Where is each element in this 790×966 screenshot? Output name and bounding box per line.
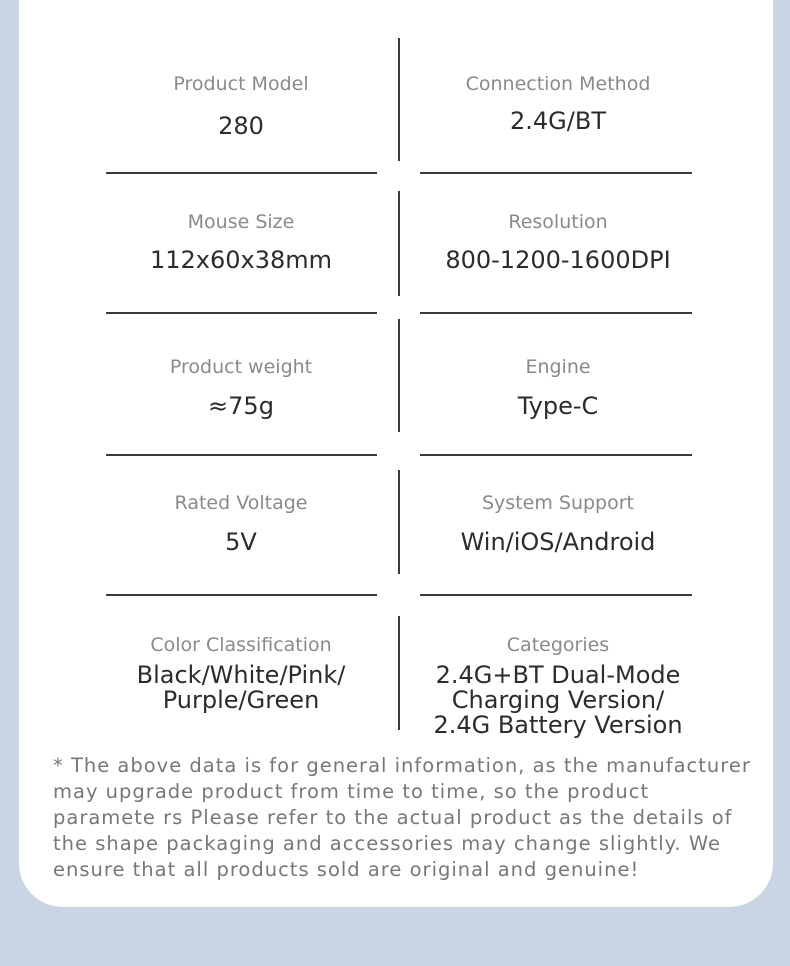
spec-label: Color Classification xyxy=(150,634,332,656)
spec-label: Categories xyxy=(506,634,610,656)
spec-card xyxy=(19,0,773,907)
spec-resolution xyxy=(422,210,694,273)
spec-engine xyxy=(422,355,694,419)
spec-label: Rated Voltage xyxy=(174,492,308,514)
row-divider xyxy=(420,454,692,456)
spec-value: 112x60x38mm xyxy=(149,246,333,274)
spec-value: 5V xyxy=(225,528,257,556)
spec-connection-method xyxy=(422,72,694,134)
column-divider xyxy=(398,616,400,730)
spec-value: 2.4G+BT Dual-Mode Charging Version/ 2.4G Battery Version xyxy=(433,661,683,739)
spec-value: Win/iOS/Android xyxy=(460,528,656,556)
column-divider xyxy=(398,191,400,296)
spec-label: Resolution xyxy=(508,211,608,233)
spec-label: System Support xyxy=(482,492,634,514)
spec-label: Product weight xyxy=(169,356,313,378)
spec-label: Product Model xyxy=(173,73,309,95)
column-divider xyxy=(398,319,400,432)
row-divider xyxy=(106,312,377,314)
spec-value: Black/White/Pink/ Purple/Green xyxy=(136,661,346,714)
row-divider xyxy=(420,312,692,314)
column-divider xyxy=(398,470,400,574)
column-divider xyxy=(398,38,400,161)
row-divider xyxy=(106,172,377,174)
disclaimer-note: * The above data is for general information, as the manufacturer may upgrade product from time to time, so the product paramete rs Please refer to the actual product as the details of the shape packaging and accessories may change slightly. We ensure that all products sold are original and genuine! xyxy=(53,754,751,881)
spec-value: 280 xyxy=(218,112,264,140)
spec-mouse-size xyxy=(105,210,377,273)
spec-value: Type-C xyxy=(517,392,599,420)
spec-system-support xyxy=(422,491,694,555)
row-divider xyxy=(106,594,377,596)
spec-categories xyxy=(422,633,694,738)
spec-rated-voltage xyxy=(105,491,377,555)
spec-value: 2.4G/BT xyxy=(510,107,606,135)
spec-label: Connection Method xyxy=(465,73,651,95)
row-divider xyxy=(106,454,377,456)
row-divider xyxy=(420,594,692,596)
spec-product-model xyxy=(105,72,377,139)
spec-label: Mouse Size xyxy=(187,211,295,233)
spec-color-classification xyxy=(105,633,377,713)
spec-value: 800-1200-1600DPI xyxy=(445,246,671,274)
spec-label: Engine xyxy=(525,356,591,378)
spec-value: ≈75g xyxy=(208,392,274,420)
row-divider xyxy=(420,172,692,174)
spec-product-weight xyxy=(105,355,377,419)
